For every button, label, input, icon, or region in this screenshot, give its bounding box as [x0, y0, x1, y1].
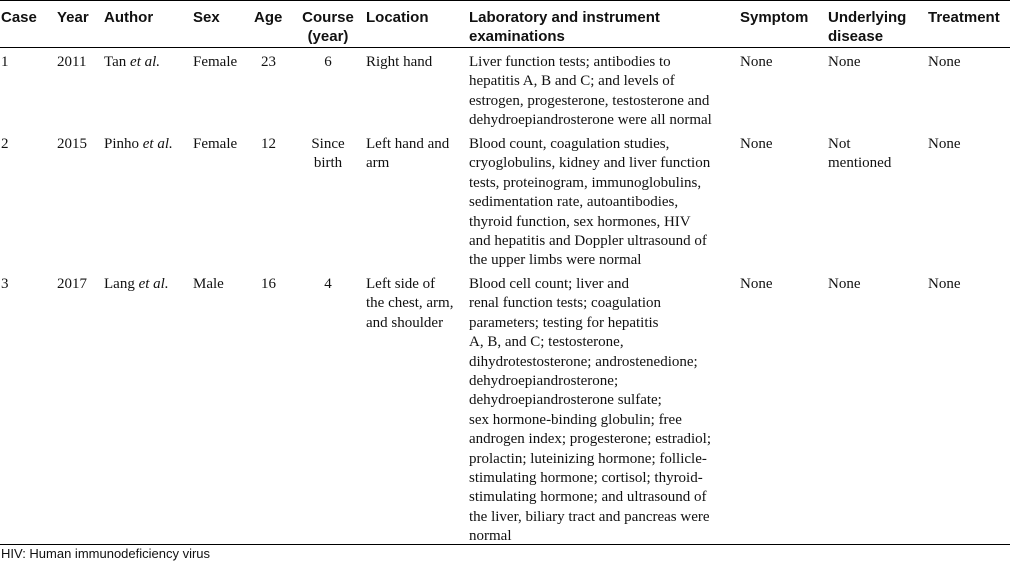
cell-treatment: None [928, 54, 961, 70]
table-top-rule [0, 0, 1010, 1]
cell-lab: Liver function tests; antibodies to hepatitis A, B and C; and levels of estrogen, progesterone, testosterone and dehydroepiandrosterone were all normal [469, 54, 712, 129]
author-name: Pinho [104, 136, 140, 152]
cell-course: Since birth [311, 136, 345, 172]
author-name: Tan [104, 54, 127, 70]
cell-age: 23 [261, 54, 276, 70]
cell-sex: Male [193, 276, 224, 292]
cell-treatment: None [928, 136, 961, 152]
cell-course: 4 [324, 276, 332, 292]
header-sex: Sex [193, 9, 220, 26]
cell-underlying: Not mentioned [828, 136, 892, 172]
cell-treatment: None [928, 276, 961, 292]
cell-underlying: None [828, 276, 861, 292]
header-location: Location [366, 9, 429, 26]
header-case: Case [1, 9, 37, 26]
cell-age: 16 [261, 276, 276, 292]
header-symptom: Symptom [740, 9, 809, 26]
author-suffix: et al. [130, 54, 161, 70]
header-age: Age [254, 9, 283, 26]
header-treatment: Treatment [928, 9, 1000, 26]
header-underlying: Underlying disease [828, 9, 907, 45]
author-suffix: et al. [142, 136, 173, 152]
cell-location: Left hand and arm [366, 136, 450, 172]
cell-symptom: None [740, 54, 773, 70]
cell-author [104, 275, 169, 294]
cell-lab: Blood count, coagulation studies, cryoglobulins, kidney and liver function tests, proteinogram, immunoglobulins, sedimentation rate, autoantibodies, thyroid function, sex hormones, HIV and hepatitis and Doppler ultrasound of the upper limbs were normal [469, 136, 711, 269]
cell-case: 3 [1, 276, 9, 292]
header-year: Year [57, 9, 89, 26]
cell-lab: Blood cell count; liver and renal function tests; coagulation parameters; testing for hepatitis A, B, and C; testosterone, dihydrotestosterone; androstenedione; dehydroepiandrosterone; dehydroepiandrosterone sulfate; sex hormone-binding globulin; free androgen index; progesterone; estradiol; prolactin; luteinizing hormone; follicle- stimulating hormone; cortisol; thyroid- stimulating hormone; and ultrasound of the liver, biliary tract and pancreas were normal [469, 276, 712, 545]
cell-location: Right hand [366, 54, 433, 70]
cell-underlying: None [828, 54, 861, 70]
cell-sex: Female [193, 136, 238, 152]
cell-year: 2017 [57, 276, 87, 292]
cell-case: 2 [1, 136, 9, 152]
table-footnote: HIV: Human immunodeficiency virus [1, 546, 211, 561]
cell-author [104, 53, 160, 72]
cell-year: 2011 [57, 54, 87, 70]
header-author: Author [104, 9, 154, 26]
cell-location: Left side of the chest, arm, and shoulder [366, 276, 454, 331]
header-lab: Laboratory and instrument examinations [469, 9, 660, 45]
cell-age: 12 [261, 136, 276, 152]
header-rule [0, 47, 1010, 48]
author-name: Lang [104, 276, 135, 292]
header-course: Course (year) [302, 9, 354, 45]
cell-year: 2015 [57, 136, 87, 152]
table-bottom-rule [0, 544, 1010, 545]
cell-case: 1 [1, 54, 9, 70]
cell-symptom: None [740, 136, 773, 152]
author-suffix: et al. [138, 276, 169, 292]
cell-sex: Female [193, 54, 238, 70]
cell-author [104, 135, 173, 154]
cell-symptom: None [740, 276, 773, 292]
cell-course: 6 [324, 54, 332, 70]
